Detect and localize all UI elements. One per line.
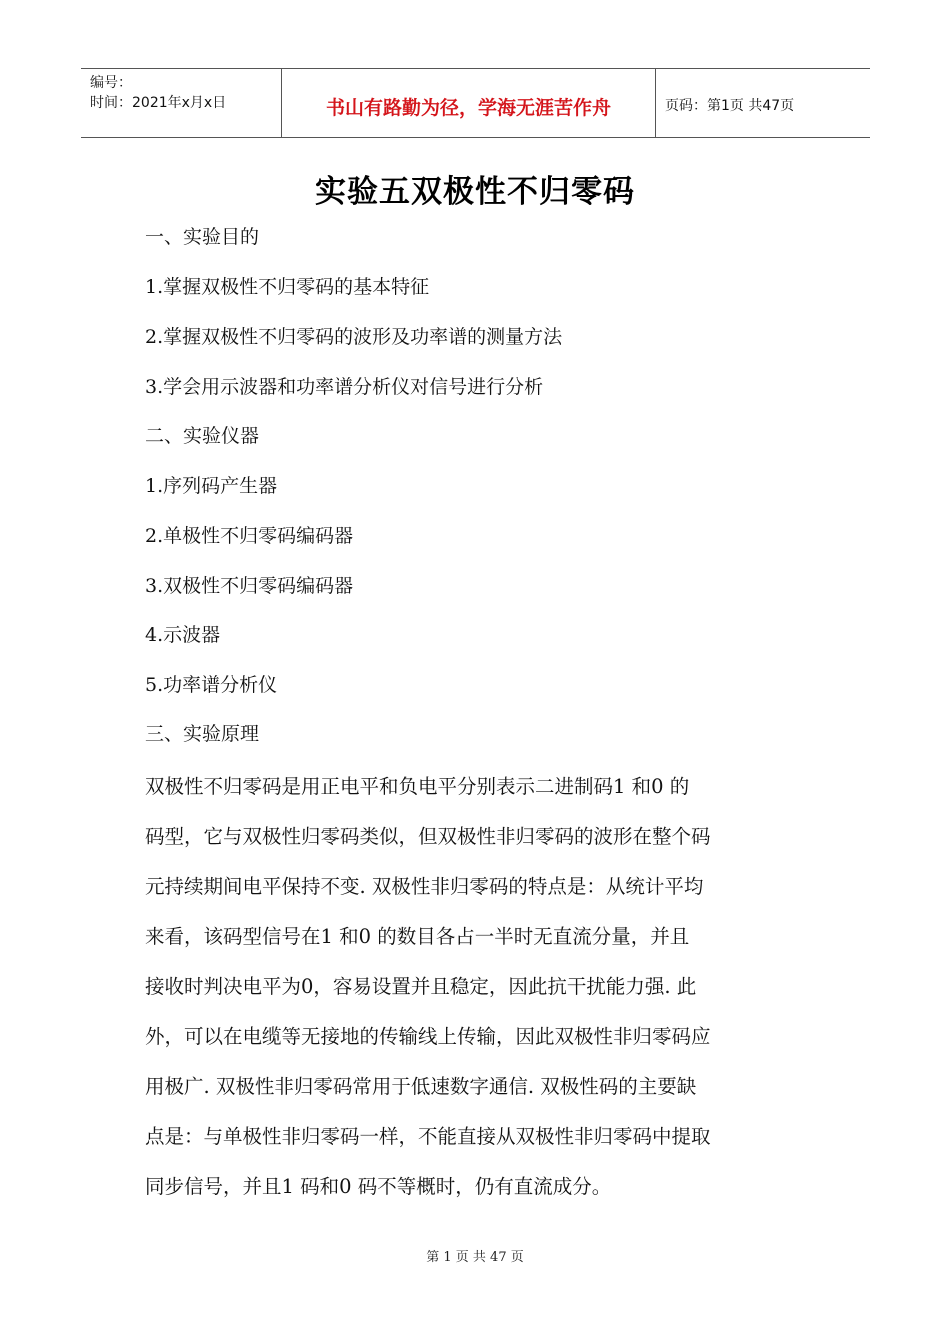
- list-item: 1.掌握双极性不归零码的基本特征: [145, 276, 430, 298]
- list-item: 1.序列码产生器: [145, 475, 278, 497]
- page-header: [81, 68, 870, 138]
- list-item: 2.单极性不归零码编码器: [145, 525, 354, 547]
- paragraph-line: 用极广. 双极性非归零码常用于低速数字通信. 双极性码的主要缺: [145, 1075, 697, 1098]
- paragraph-line: 接收时判决电平为0，容易设置并且稳定，因此抗干扰能力强. 此: [145, 975, 697, 998]
- paragraph-line: 同步信号，并且1 码和0 码不等概时，仍有直流成分。: [145, 1175, 612, 1198]
- header-motto-cell: [281, 69, 656, 137]
- principle-paragraph: [145, 762, 795, 1212]
- header-page-info: 页码：第1页 共47页: [665, 98, 795, 114]
- section-heading-principle: 三、实验原理: [145, 723, 260, 745]
- section-heading-purpose: 一、实验目的: [145, 226, 260, 248]
- list-item: 3.双极性不归零码编码器: [145, 575, 354, 597]
- paragraph-line: 双极性不归零码是用正电平和负电平分别表示二进制码1 和0 的: [145, 775, 690, 798]
- list-item: 3.学会用示波器和功率谱分析仪对信号进行分析: [145, 376, 544, 398]
- document-number-label: 编号：: [90, 75, 132, 91]
- paragraph-line: 外，可以在电缆等无接地的传输线上传输，因此双极性非归零码应: [145, 1025, 711, 1048]
- document-date-label: 时间：2021年x月x日: [90, 95, 227, 111]
- list-item: 4.示波器: [145, 624, 221, 646]
- paragraph-line: 码型，它与双极性归零码类似，但双极性非归零码的波形在整个码: [145, 825, 711, 848]
- list-item: 5.功率谱分析仪: [145, 674, 278, 696]
- header-meta-cell: [81, 69, 281, 137]
- paragraph-line: 来看，该码型信号在1 和0 的数目各占一半时无直流分量，并且: [145, 925, 690, 948]
- header-page-cell: [655, 69, 870, 137]
- paragraph-line: 点是：与单极性非归零码一样，不能直接从双极性非归零码中提取: [145, 1125, 711, 1148]
- header-motto: 书山有路勤为径，学海无涯苦作舟: [325, 97, 611, 119]
- list-item: 2.掌握双极性不归零码的波形及功率谱的测量方法: [145, 326, 563, 348]
- paragraph-line: 元持续期间电平保持不变. 双极性非归零码的特点是：从统计平均: [145, 875, 704, 898]
- section-heading-instruments: 二、实验仪器: [145, 425, 260, 447]
- page-footer: 第 1 页 共 47 页: [426, 1250, 524, 1265]
- document-title: 实验五双极性不归零码: [315, 174, 635, 210]
